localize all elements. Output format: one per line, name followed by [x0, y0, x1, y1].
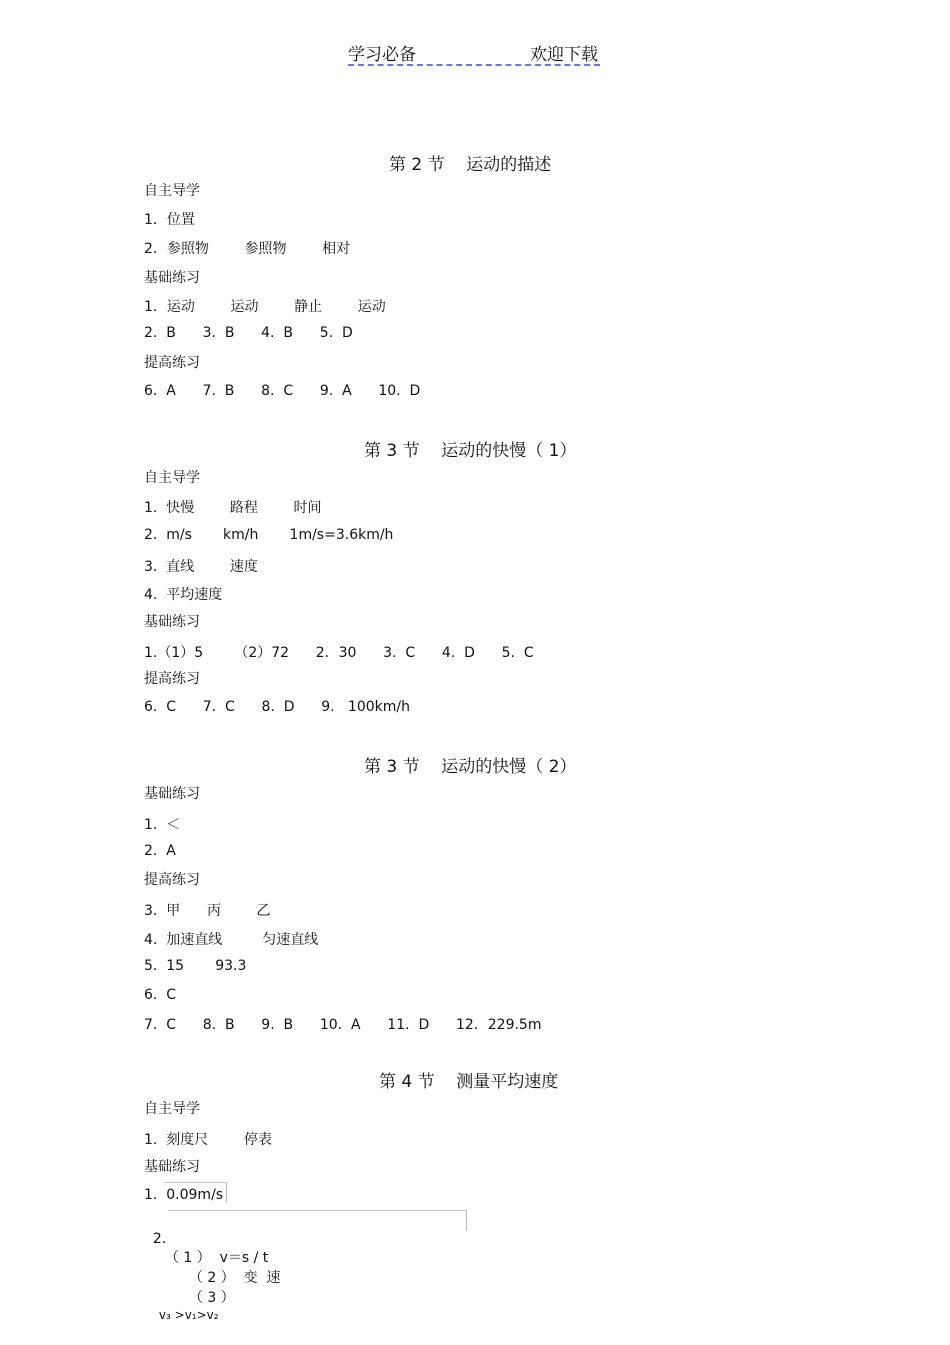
answer-line: 6. C [144, 987, 177, 1003]
answer-line: 1．运动 运动 静止 运动 [144, 299, 386, 315]
subheading: 自主导学 [144, 470, 200, 486]
answer-line: 2．参照物 参照物 相对 [144, 241, 351, 257]
answer-line: 4. 平均速度 [144, 587, 223, 603]
answer-line: 1.（1）5 （2）72 2．30 3. C 4. D 5. C [144, 645, 534, 661]
section-title: 第 4 节 测量平均速度 [379, 1072, 559, 1092]
answer-line: 2. m/s km/h 1m/s=3.6km/h [144, 527, 394, 543]
answer-line: 1. 0.09m/s [144, 1187, 224, 1203]
answer-line: 3. 甲 丙 乙 [144, 903, 271, 919]
header-right-text: 欢迎下载 [530, 45, 598, 65]
answer-line: 6. C 7. C 8. D 9. 100km/h [144, 699, 410, 715]
item-number: 2. [152, 1231, 167, 1247]
part-3: （ 3 ） [188, 1290, 235, 1306]
answer-line [144, 1215, 281, 1323]
section-title: 第 3 节 运动的快慢（ 2） [364, 757, 577, 777]
subheading: 提高练习 [144, 355, 200, 371]
subheading: 自主导学 [144, 1101, 200, 1117]
subheading: 基础练习 [144, 1159, 200, 1175]
answer-line: 1. 快慢 路程 时间 [144, 500, 322, 516]
header-left-text: 学习必备 [348, 45, 416, 65]
answer-line: 1. 刻度尺 停表 [144, 1132, 272, 1148]
answer-line: 1. ＜ [144, 817, 181, 833]
subheading: 提高练习 [144, 872, 200, 888]
part-1: （ 1 ） v＝s / t [164, 1250, 269, 1266]
part-3-answer: v₃ >v₁>v₂ [158, 1308, 219, 1322]
subheading: 基础练习 [144, 786, 200, 802]
answer-line: 2. A [144, 843, 176, 859]
subheading: 基础练习 [144, 270, 200, 286]
answer-line: 1．位置 [144, 212, 195, 228]
subheading: 自主导学 [144, 183, 200, 199]
subheading: 基础练习 [144, 614, 200, 630]
box-border [164, 1182, 227, 1203]
answer-line: 5. 15 93.3 [144, 958, 247, 974]
answer-line: 3. 直线 速度 [144, 559, 258, 575]
part-2: （ 2 ） 变 速 [188, 1270, 281, 1286]
section-title: 第 2 节 运动的描述 [389, 155, 552, 175]
box-border [168, 1210, 467, 1231]
answer-line: 4. 加速直线 匀速直线 [144, 932, 319, 948]
subheading: 提高练习 [144, 671, 200, 687]
answer-line: 2. B 3. B 4. B 5. D [144, 325, 353, 341]
page-header [348, 40, 600, 66]
answer-line: 7. C 8. B 9. B 10. A 11. D 12．229.5m [144, 1017, 542, 1033]
answer-line: 6. A 7. B 8. C 9. A 10. D [144, 383, 421, 399]
section-title: 第 3 节 运动的快慢（ 1） [364, 441, 577, 461]
